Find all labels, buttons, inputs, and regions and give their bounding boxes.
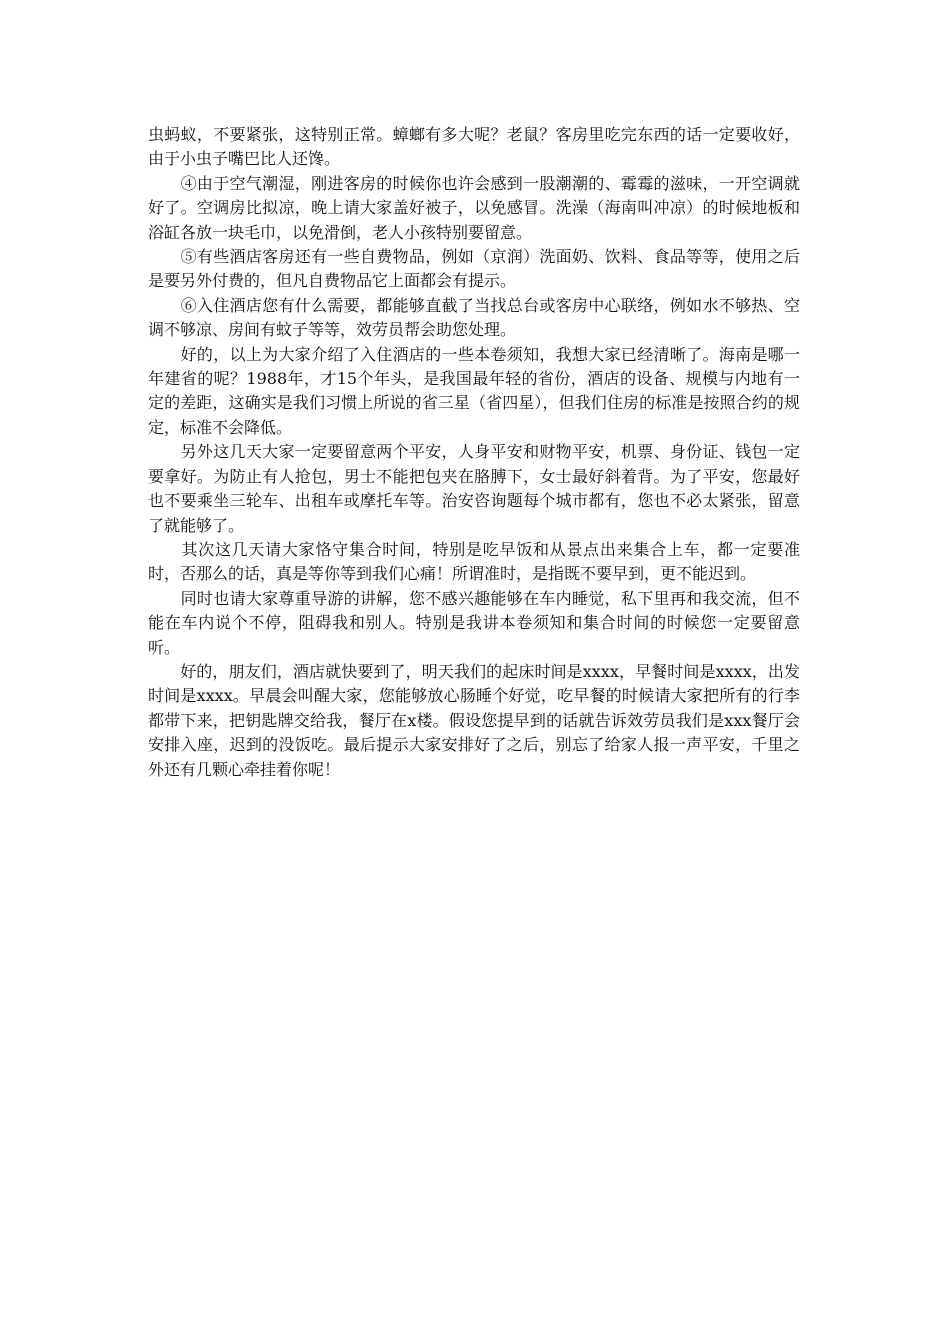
paragraph-safety: 另外这几天大家一定要留意两个平安，人身平安和财物平安，机票、身份证、钱包一定要拿好。为防止有人抢包，男士不能把包夹在胳膊下，女士最好斜着背。为了平安，您最好也不要乘坐三轮车、出租车或摩托车等。治安咨询题每个城市都有，您也不必太紧张，留意了就能够了。 (148, 442, 800, 535)
paragraph-paid-items: ⑤有些酒店客房还有一些自费物品，例如（京润）洗面奶、饮料、食品等等，使用之后是要另外付费的，但凡自费物品它上面都会有提示。 (148, 247, 800, 291)
paragraph-schedule: 好的，朋友们，酒店就快要到了，明天我们的起床时间是xxxx，早餐时间是xxxx，出发时间是xxxx。早晨会叫醒大家，您能够放心肠睡个好觉，吃早餐的时候请大家把所有的行李都带下来，把钥匙牌交给我，餐厅在x楼。假设您提早到的话就告诉效劳员我们是xxx餐厅会安排入座，迟到的没饭吃。最后提示大家安排好了之后，别忘了给家人报一声平安，千里之外还有几颗心牵挂着你呢！ (148, 661, 800, 779)
paragraph-punctuality: 其次这几天请大家恪守集合时间，特别是吃早饭和从景点出来集合上车，都一定要准时，否那么的话，真是等你等到我们心痛！所谓准时，是指既不要早到，更不能迟到。 (148, 539, 800, 584)
paragraph-humidity: ④由于空气潮湿，刚进客房的时候你也许会感到一股潮潮的、霉霉的滋味，一开空调就好了。空调房比拟凉，晚上请大家盖好被子，以免感冒。洗澡（海南叫冲凉）的时候地板和浴缸各放一块毛巾，以免滑倒，老人小孩特别要留意。 (148, 173, 800, 242)
paragraph-insects: 虫蚂蚁，不要紧张，这特别正常。蟑螂有多大呢？老鼠？客房里吃完东西的话一定要收好，由于小虫子嘴巴比人还馋。 (148, 125, 800, 169)
paragraph-hainan-province: 好的，以上为大家介绍了入住酒店的一些本卷须知，我想大家已经清晰了。海南是哪一年建省的呢？1988年，才15个年头，是我国最年轻的省份，酒店的设备、规模与内地有一定的差距，这确实是我们习惯上所说的省三星（省四星），但我们住房的标准是按照合约的规定，标准不会降低。 (148, 344, 800, 437)
paragraph-respect-guide: 同时也请大家尊重导游的讲解，您不感兴趣能够在车内睡觉，私下里再和我交流，但不能在车内说个不停，阻碍我和别人。特别是我讲本卷须知和集合时间的时候您一定要留意听。 (148, 588, 800, 657)
paragraph-front-desk: ⑥入住酒店您有什么需要，都能够直截了当找总台或客房中心联络，例如水不够热、空调不够凉、房间有蚊子等等，效劳员帮会助您处理。 (148, 295, 800, 340)
document-body (148, 123, 800, 782)
